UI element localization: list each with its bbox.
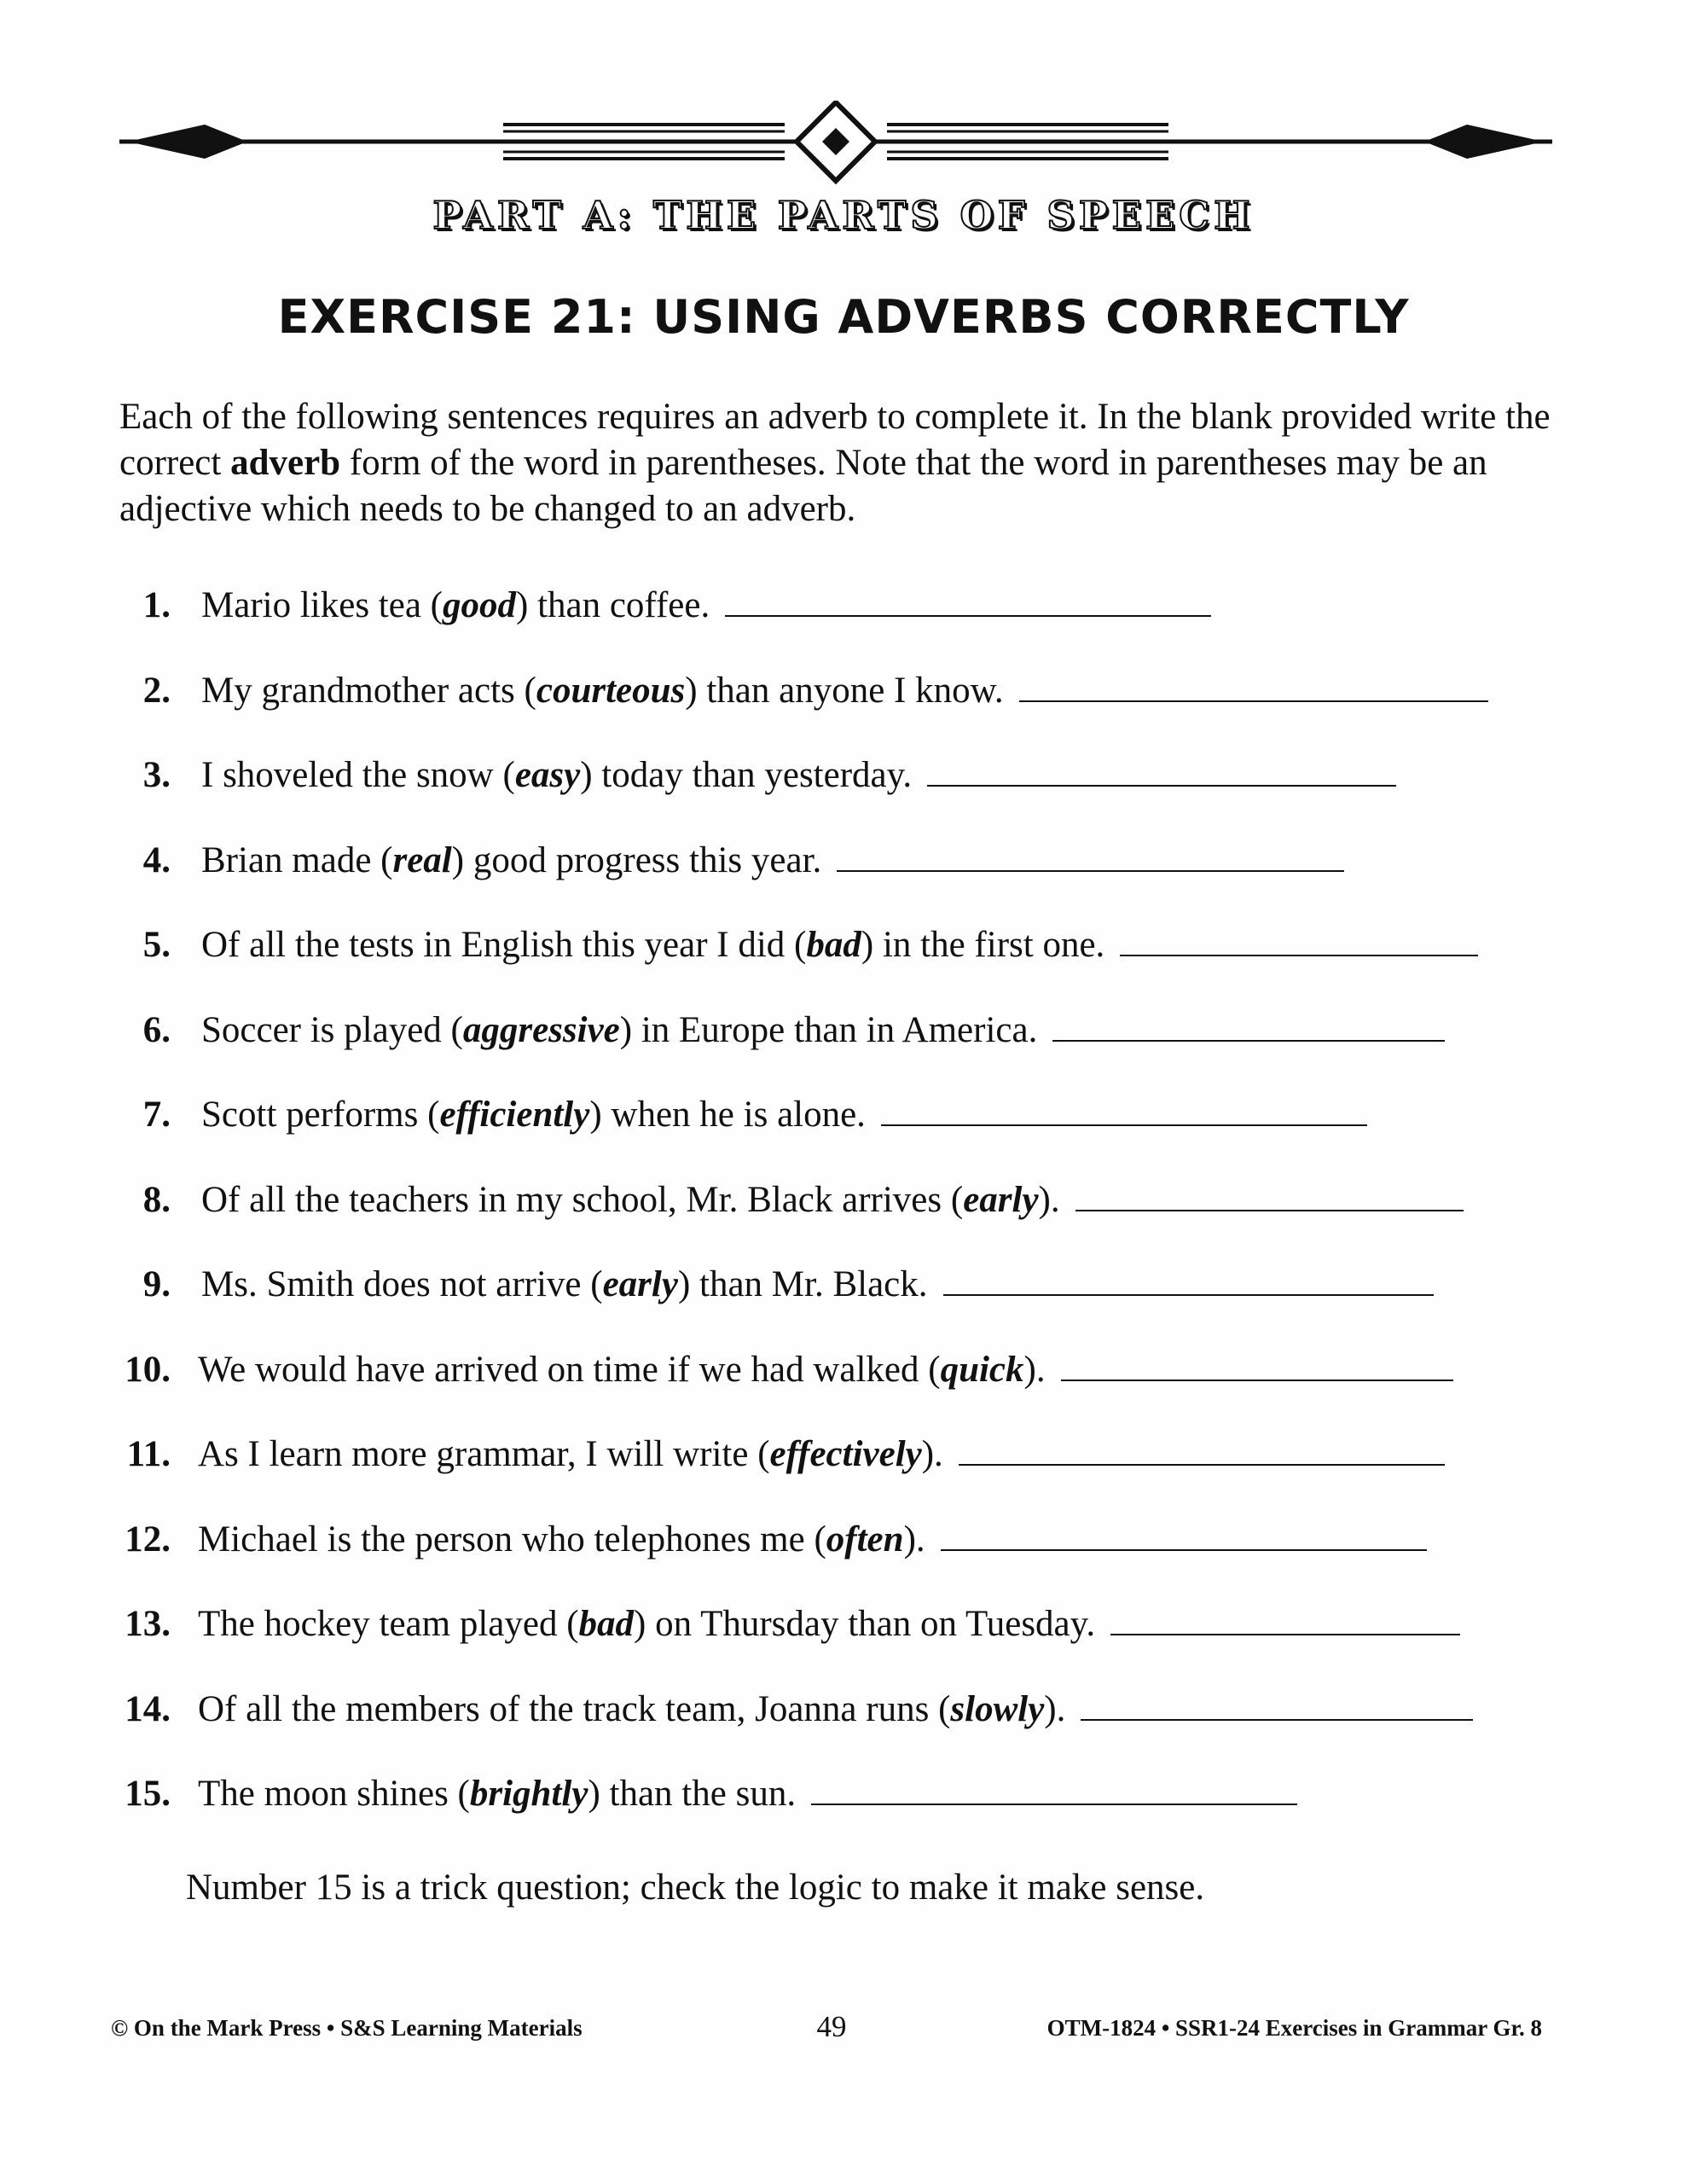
exercise-item [0, 1089, 1687, 1141]
sentence-start: Of all the members of the track team, Joanna runs ( [198, 1688, 951, 1729]
item-number: 8. [142, 1179, 171, 1220]
exercise-item [0, 1769, 1687, 1820]
item-sentence [198, 1429, 1445, 1480]
instructions [119, 394, 1569, 532]
word-in-parentheses: bad [806, 925, 861, 965]
exercise-item [0, 1599, 1687, 1650]
item-number: 9. [142, 1264, 171, 1304]
sentence-start: Ms. Smith does not arrive ( [201, 1264, 603, 1304]
item-number: 12. [125, 1519, 171, 1560]
item-sentence [201, 1175, 1464, 1226]
item-sentence [198, 1769, 1297, 1820]
exercise-item [0, 835, 1687, 886]
item-sentence [201, 835, 1344, 886]
word-in-parentheses: brightly [469, 1774, 588, 1814]
footer-publisher: © On the Mark Press • S&S Learning Materials [111, 2015, 583, 2041]
answer-blank[interactable] [1110, 1600, 1460, 1635]
answer-blank[interactable] [811, 1769, 1297, 1805]
word-in-parentheses: good [443, 585, 516, 625]
footer-page-number: 49 [816, 2010, 847, 2043]
item-number: 1. [142, 585, 171, 625]
sentence-start: Of all the teachers in my school, Mr. Black arrives ( [201, 1179, 964, 1220]
exercise-item [0, 920, 1687, 971]
exercise-item [0, 1175, 1687, 1226]
sentence-end: ). [1044, 1688, 1066, 1729]
answer-blank[interactable] [1081, 1685, 1473, 1721]
answer-blank[interactable] [1120, 921, 1478, 956]
item-sentence [198, 1345, 1453, 1396]
exercise-item [0, 1429, 1687, 1480]
item-number: 10. [125, 1349, 171, 1390]
word-in-parentheses: efficiently [439, 1095, 590, 1135]
sentence-start: Of all the tests in English this year I did ( [201, 925, 807, 965]
sentence-start: Brian made ( [201, 839, 393, 880]
sentence-start: Soccer is played ( [201, 1009, 463, 1050]
sentence-end: ) than coffee. [516, 585, 710, 625]
item-number: 14. [125, 1688, 171, 1729]
part-title: PART A: THE PARTS OF SPEECH [432, 193, 1255, 238]
item-sentence [201, 580, 1211, 631]
sentence-end: ) in Europe than in America. [619, 1009, 1038, 1050]
answer-blank[interactable] [943, 1260, 1434, 1296]
item-number: 2. [142, 670, 171, 711]
word-in-parentheses: courteous [536, 670, 686, 711]
item-sentence [198, 1514, 1427, 1565]
sentence-end: ) than anyone I know. [685, 670, 1004, 711]
item-number: 6. [142, 1009, 171, 1050]
sentence-start: My grandmother acts ( [201, 670, 536, 711]
word-in-parentheses: often [826, 1519, 904, 1560]
instructions-text-before: Each of the following sentences requires an adverb to complete it. In the blank provided write the correct [119, 397, 1551, 483]
item-number: 15. [125, 1774, 171, 1814]
answer-blank[interactable] [881, 1090, 1367, 1126]
item-number: 11. [126, 1434, 171, 1474]
item-sentence [201, 1089, 1367, 1141]
sentence-end: ) good progress this year. [451, 839, 822, 880]
sentence-start: Mario likes tea ( [201, 585, 443, 625]
word-in-parentheses: quick [940, 1349, 1024, 1390]
answer-blank[interactable] [1019, 666, 1488, 702]
exercise-item [0, 580, 1687, 631]
item-sentence [201, 665, 1488, 717]
sentence-end: ) when he is alone. [589, 1095, 866, 1135]
sentence-end: ). [903, 1519, 925, 1560]
trick-question-note: Number 15 is a trick question; check the logic to make it make sense. [186, 1867, 1205, 1908]
word-in-parentheses: early [963, 1179, 1039, 1220]
sentence-end: ) than Mr. Black. [677, 1264, 928, 1304]
answer-blank[interactable] [959, 1430, 1445, 1466]
instructions-bold-term: adverb [230, 443, 341, 483]
exercise-item [0, 750, 1687, 801]
exercise-item [0, 1684, 1687, 1735]
sentence-start: Scott performs ( [201, 1095, 440, 1135]
sentence-end: ). [1023, 1349, 1046, 1390]
item-number: 4. [142, 839, 171, 880]
word-in-parentheses: bad [578, 1604, 635, 1644]
answer-blank[interactable] [1075, 1176, 1464, 1211]
exercise-item [0, 665, 1687, 717]
item-sentence [201, 1005, 1445, 1056]
footer-product-code: OTM-1824 • SSR1-24 Exercises in Grammar Gr. 8 [1046, 2015, 1542, 2041]
word-in-parentheses: real [392, 839, 452, 880]
word-in-parentheses: effectively [769, 1434, 922, 1474]
exercise-title: EXERCISE 21: USING ADVERBS CORRECTLY [277, 290, 1410, 344]
item-sentence [201, 750, 1396, 801]
word-in-parentheses: easy [514, 755, 581, 795]
item-sentence [198, 1684, 1473, 1735]
exercise-item [0, 1345, 1687, 1396]
sentence-start: Michael is the person who telephones me ( [198, 1519, 826, 1560]
exercise-item [0, 1259, 1687, 1310]
word-in-parentheses: aggressive [462, 1009, 620, 1050]
answer-blank[interactable] [1052, 1006, 1445, 1042]
exercise-item [0, 1514, 1687, 1565]
sentence-start: The moon shines ( [198, 1774, 470, 1814]
item-sentence [201, 920, 1478, 971]
item-number: 13. [125, 1604, 171, 1644]
sentence-end: ) today than yesterday. [580, 755, 913, 795]
instructions-text-after: form of the word in parentheses. Note that the word in parentheses may be an adjective which needs to be changed to an adverb. [119, 443, 1487, 529]
answer-blank[interactable] [927, 751, 1396, 787]
item-number: 3. [142, 755, 171, 795]
answer-blank[interactable] [837, 836, 1344, 872]
answer-blank[interactable] [941, 1515, 1427, 1551]
word-in-parentheses: slowly [950, 1688, 1045, 1729]
sentence-end: ) in the first one. [861, 925, 1105, 965]
decorative-banner [119, 101, 1552, 186]
sentence-start: The hockey team played ( [198, 1604, 579, 1644]
sentence-end: ). [1038, 1179, 1060, 1220]
sentence-end: ). [921, 1434, 943, 1474]
answer-blank[interactable] [1061, 1345, 1453, 1381]
sentence-end: ) on Thursday than on Tuesday. [634, 1604, 1096, 1644]
exercise-item [0, 1005, 1687, 1056]
answer-blank[interactable] [725, 581, 1211, 617]
item-sentence [198, 1599, 1460, 1650]
item-sentence [201, 1259, 1434, 1310]
word-in-parentheses: early [602, 1264, 678, 1304]
item-number: 7. [142, 1095, 171, 1135]
item-number: 5. [142, 925, 171, 965]
sentence-start: I shoveled the snow ( [201, 755, 515, 795]
sentence-end: ) than the sun. [588, 1774, 797, 1814]
sentence-start: We would have arrived on time if we had walked ( [198, 1349, 941, 1390]
sentence-start: As I learn more grammar, I will write ( [198, 1434, 770, 1474]
